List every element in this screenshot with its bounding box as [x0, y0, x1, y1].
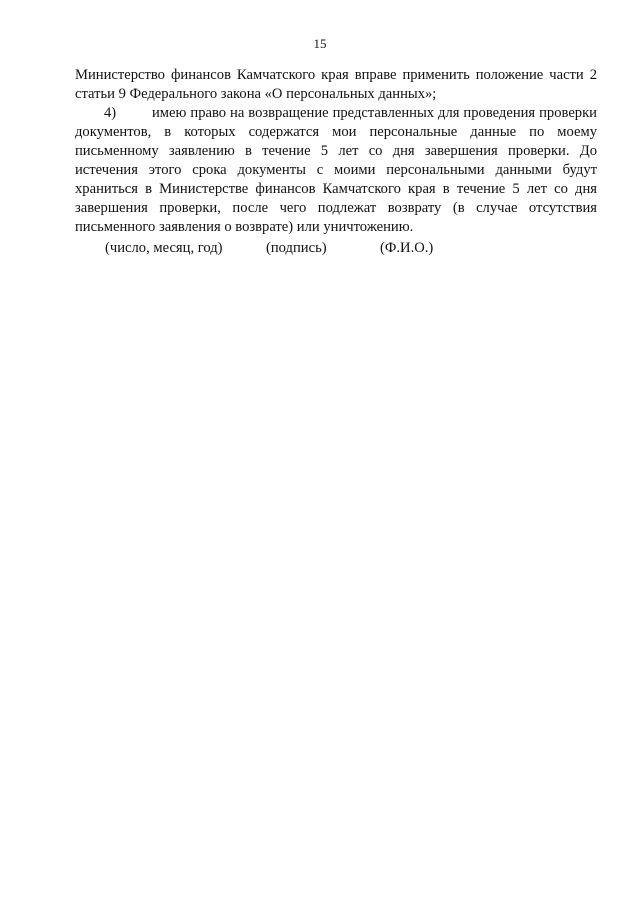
date-label: (число, месяц, год): [105, 240, 223, 256]
list-item-4: [75, 104, 597, 237]
full-name-label: (Ф.И.О.): [380, 240, 434, 256]
document-body: [75, 66, 597, 237]
list-item-number: 4): [104, 105, 117, 121]
signature-label: (подпись): [266, 240, 327, 256]
list-item-text: имею право на возвращение представленных для проведения проверки документов, в которых содержатся мои персональные данные по моему письменному заявлению в течение 5 лет со дня завершения проверки. До истечения этого срока документы с моими персональными данными будут храниться в Министерстве финансов Камчатского края в течение 5 лет со дня завершения проверки, после чего подлежат возврату (в случае отсутствия письменного заявления о возврате) или уничтожению.: [75, 105, 597, 235]
signature-block: [0, 240, 640, 260]
paragraph-continuation: Министерство финансов Камчатского края вправе применить положение части 2 статьи 9 Федерального закона «О персональных данных»;: [75, 67, 597, 102]
page-number: 15: [313, 36, 327, 51]
